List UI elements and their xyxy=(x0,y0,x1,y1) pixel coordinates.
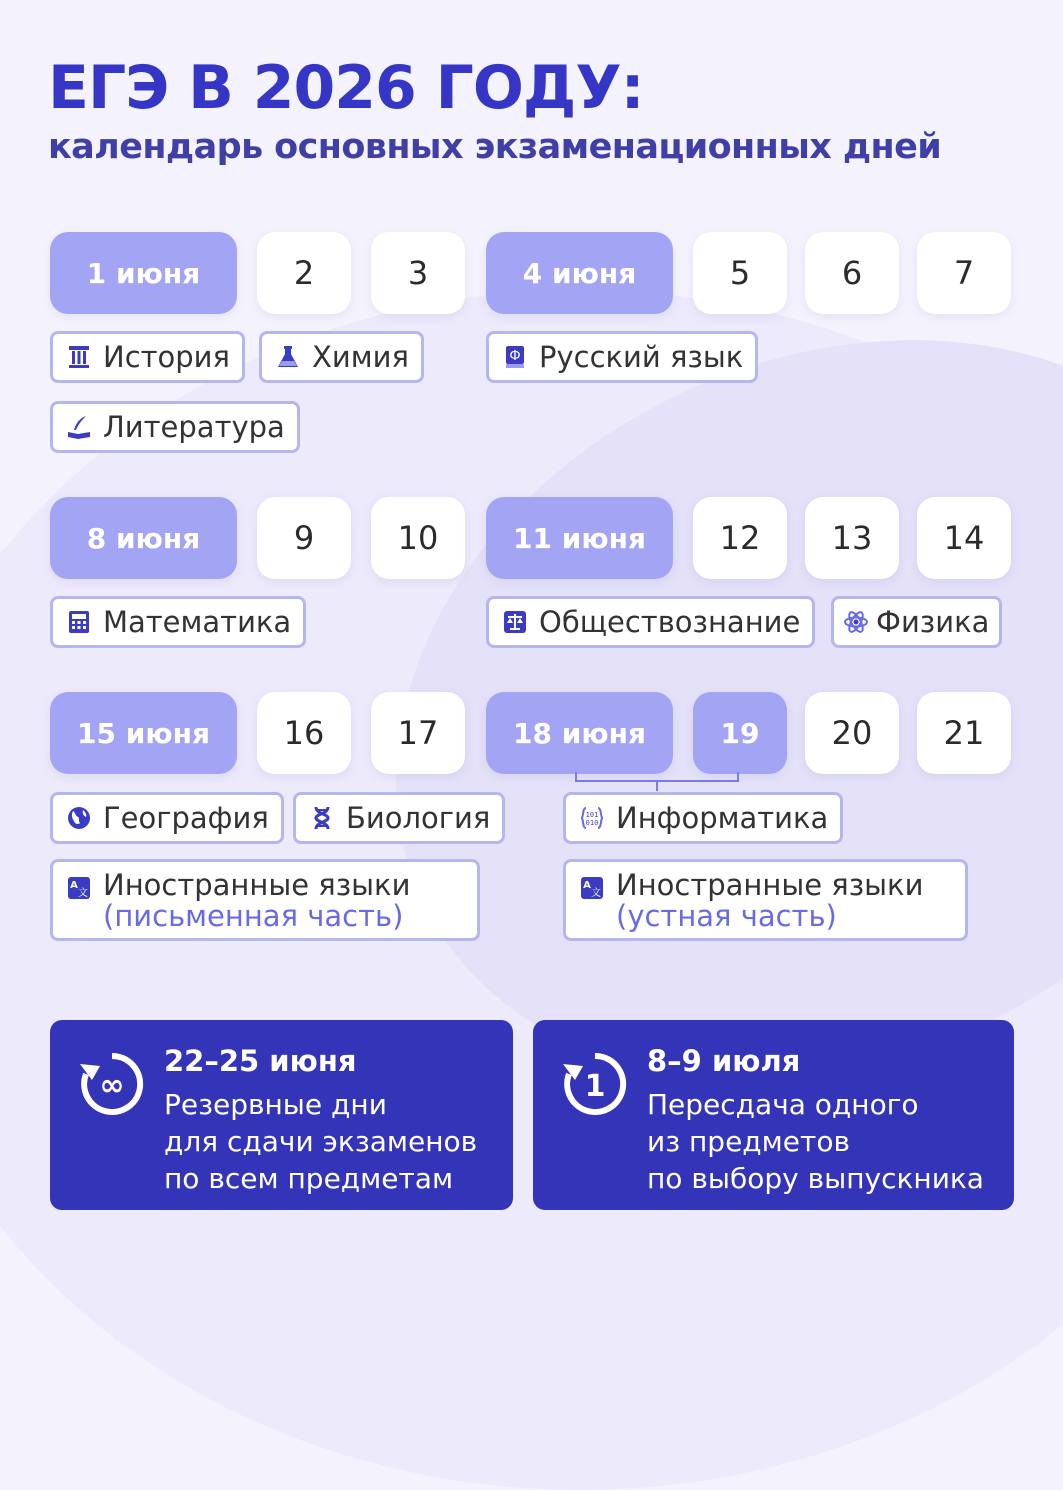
svg-text:A: A xyxy=(70,880,78,891)
subject-label: Русский язык xyxy=(539,340,744,374)
globe-icon xyxy=(65,804,93,832)
retake-line: из предметов xyxy=(647,1125,850,1158)
page-subtitle: календарь основных экзаменационных дней xyxy=(48,127,942,167)
svg-text:010: 010 xyxy=(585,819,599,827)
column-icon xyxy=(65,343,93,371)
day-5: 5 xyxy=(693,232,787,314)
day-june-1: 1 июня xyxy=(50,232,237,314)
retake-line: по выбору выпускника xyxy=(647,1162,984,1195)
subject-social xyxy=(486,596,815,648)
dna-icon xyxy=(308,804,336,832)
day-20: 20 xyxy=(805,692,899,774)
subject-label: География xyxy=(103,801,269,835)
scales-icon xyxy=(501,608,529,636)
subject-physics xyxy=(831,596,1002,648)
retake-line: Пересдача одного xyxy=(647,1088,919,1121)
quill-book-icon xyxy=(65,413,93,441)
subject-label: Биология xyxy=(346,801,491,835)
calculator-icon xyxy=(65,608,93,636)
subject-label: Химия xyxy=(312,340,409,374)
subject-label: История xyxy=(103,340,230,374)
day-3: 3 xyxy=(371,232,465,314)
day-6: 6 xyxy=(805,232,899,314)
subject-label: Информатика xyxy=(616,801,829,835)
svg-text:Ф: Ф xyxy=(509,349,521,364)
reserve-days-card xyxy=(50,1020,513,1210)
subject-label: Обществознание xyxy=(539,605,801,639)
subject-label: Математика xyxy=(103,605,292,639)
reserve-line: для сдачи экзаменов xyxy=(164,1125,478,1158)
day-12: 12 xyxy=(693,497,787,579)
svg-text:∞: ∞ xyxy=(99,1068,125,1103)
retake-description xyxy=(647,1086,1007,1197)
subject-label: Иностранные языки xyxy=(616,868,924,902)
subject-geography xyxy=(50,792,284,844)
day-13: 13 xyxy=(805,497,899,579)
subject-russian xyxy=(486,331,758,383)
book-letter-icon xyxy=(501,343,529,371)
subject-informatics xyxy=(563,792,843,844)
day-9: 9 xyxy=(257,497,351,579)
svg-text:文: 文 xyxy=(78,888,88,899)
day-june-15: 15 июня xyxy=(50,692,237,774)
one-refresh-icon xyxy=(561,1050,629,1118)
svg-text:101: 101 xyxy=(585,811,599,819)
reserve-line: по всем предметам xyxy=(164,1162,454,1195)
subject-biology xyxy=(293,792,505,844)
day-21: 21 xyxy=(917,692,1011,774)
subject-note: (письменная часть) xyxy=(103,899,404,933)
svg-text:文: 文 xyxy=(591,888,601,899)
subject-literature xyxy=(50,401,300,453)
subject-label: Физика xyxy=(876,605,990,639)
subject-label: Литература xyxy=(103,410,285,444)
reserve-date: 22–25 июня xyxy=(164,1044,357,1078)
binary-code-icon xyxy=(578,804,606,832)
svg-text:A: A xyxy=(583,880,591,891)
day-june-11: 11 июня xyxy=(486,497,673,579)
day-7: 7 xyxy=(917,232,1011,314)
infinity-refresh-icon xyxy=(78,1050,146,1118)
subject-math xyxy=(50,596,306,648)
subject-foreign-oral xyxy=(563,859,968,941)
date-range-bracket-stem xyxy=(656,781,658,791)
day-17: 17 xyxy=(371,692,465,774)
subject-note: (устная часть) xyxy=(616,899,837,933)
retake-card xyxy=(533,1020,1014,1210)
translate-icon xyxy=(578,874,606,902)
day-2: 2 xyxy=(257,232,351,314)
subject-chemistry xyxy=(259,331,424,383)
retake-date: 8–9 июля xyxy=(647,1044,801,1078)
day-19: 19 xyxy=(693,692,787,774)
day-14: 14 xyxy=(917,497,1011,579)
subject-label: Иностранные языки xyxy=(103,868,411,902)
day-16: 16 xyxy=(257,692,351,774)
reserve-description xyxy=(164,1086,524,1197)
day-10: 10 xyxy=(371,497,465,579)
flask-icon xyxy=(274,343,302,371)
translate-icon xyxy=(65,874,93,902)
day-june-8: 8 июня xyxy=(50,497,237,579)
subject-history xyxy=(50,331,245,383)
subject-foreign-written xyxy=(50,859,480,941)
reserve-line: Резервные дни xyxy=(164,1088,387,1121)
day-june-4: 4 июня xyxy=(486,232,673,314)
atom-icon xyxy=(842,608,870,636)
day-june-18: 18 июня xyxy=(486,692,673,774)
page-title: ЕГЭ В 2026 ГОДУ: xyxy=(48,53,644,123)
svg-text:1: 1 xyxy=(584,1069,606,1104)
